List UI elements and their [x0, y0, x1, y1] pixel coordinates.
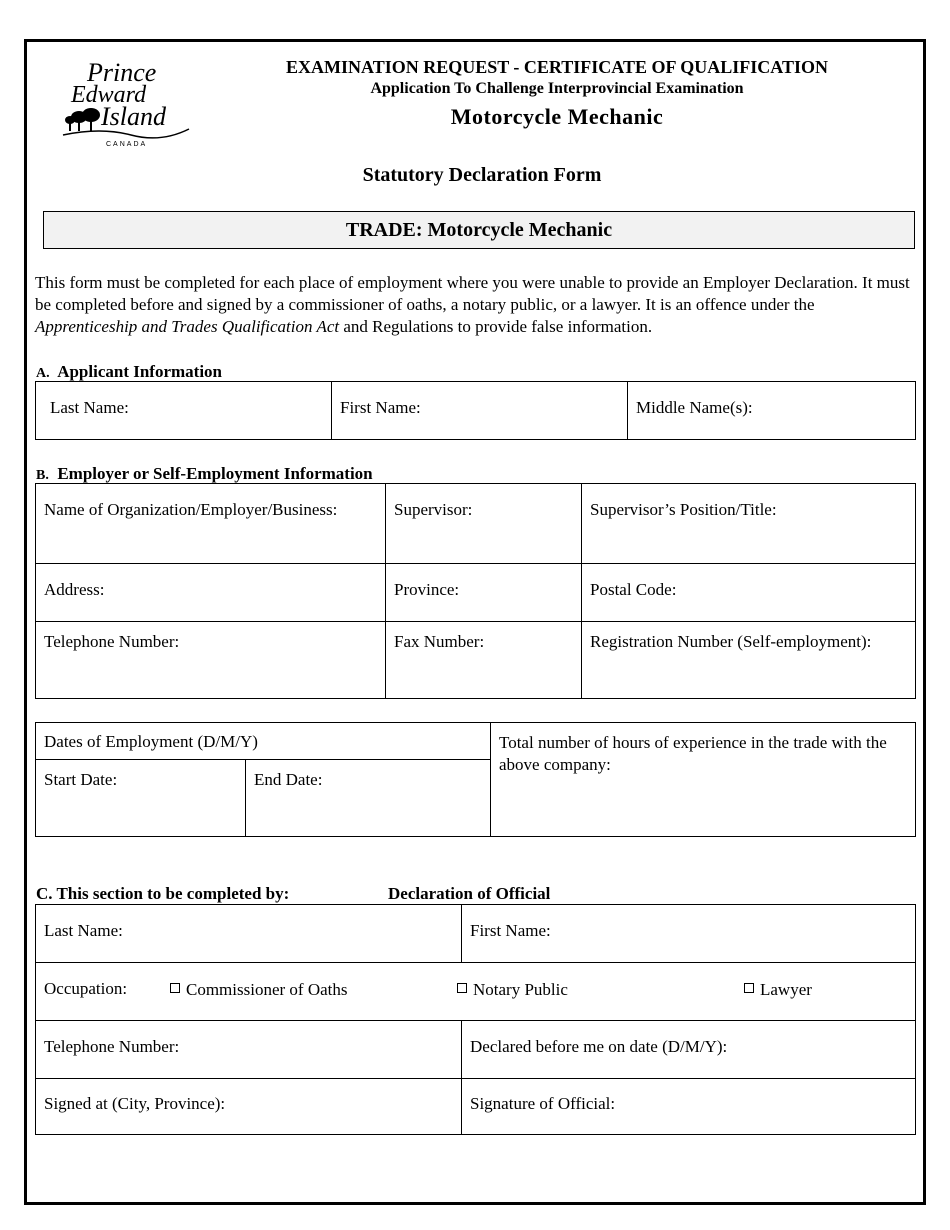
- official-first-name-label: First Name:: [470, 921, 551, 940]
- section-b-title: Employer or Self-Employment Information: [57, 464, 373, 483]
- logo-country: CANADA: [106, 141, 148, 148]
- official-first-name-field[interactable]: [462, 905, 916, 963]
- signature-label: Signature of Official:: [470, 1094, 616, 1113]
- occupation-label: Occupation:: [44, 979, 128, 998]
- section-a-heading: [36, 362, 222, 382]
- province-field[interactable]: [386, 564, 582, 622]
- fax-field[interactable]: [386, 622, 582, 699]
- address-field[interactable]: [36, 564, 386, 622]
- pei-logo: [61, 55, 191, 150]
- intro-paragraph: [35, 272, 920, 338]
- supervisor-label: Supervisor:: [394, 500, 473, 519]
- lawyer-label: Lawyer: [760, 980, 812, 999]
- official-last-name-field[interactable]: [36, 905, 462, 963]
- trade-heading: Motorcycle Mechanic: [450, 104, 664, 129]
- organization-field[interactable]: [36, 484, 386, 564]
- form-subtitle: Application To Challenge Interprovincial Examination: [370, 80, 744, 97]
- logo-line1: Prince: [87, 58, 157, 87]
- official-telephone-field[interactable]: [36, 1021, 462, 1079]
- form-page: [24, 39, 926, 1205]
- official-last-name-label: Last Name:: [44, 921, 123, 940]
- notary-option[interactable]: [457, 980, 568, 1000]
- occupation-row: [36, 963, 916, 1021]
- trade-banner: TRADE: Motorcycle Mechanic: [43, 211, 915, 249]
- dates-heading-label: Dates of Employment (D/M/Y): [44, 732, 258, 751]
- supervisor-field[interactable]: [386, 484, 582, 564]
- first-name-label: First Name:: [340, 398, 421, 417]
- notary-label: Notary Public: [473, 980, 568, 999]
- lawyer-option[interactable]: [744, 980, 812, 1000]
- signed-at-label: Signed at (City, Province):: [44, 1094, 226, 1113]
- last-name-label: Last Name:: [50, 398, 129, 417]
- hours-field[interactable]: [491, 723, 916, 837]
- end-date-field[interactable]: [246, 760, 491, 837]
- section-a-title: Applicant Information: [57, 362, 223, 381]
- employer-table: [35, 483, 916, 699]
- logo-line2: Edward: [71, 82, 147, 108]
- section-a-letter: A.: [36, 366, 50, 381]
- middle-name-label: Middle Name(s):: [636, 398, 753, 417]
- registration-field[interactable]: [582, 622, 916, 699]
- checkbox-icon[interactable]: [170, 983, 180, 993]
- declaration-heading: Declaration of Official: [388, 884, 551, 903]
- postal-code-label: Postal Code:: [590, 580, 677, 599]
- address-label: Address:: [44, 580, 105, 599]
- act-name: Apprenticeship and Trades Qualification Act: [35, 317, 340, 336]
- intro-text-2: and Regulations to provide false information.: [339, 317, 653, 336]
- registration-label: Registration Number (Self-employment):: [590, 632, 872, 651]
- intro-text-1: This form must be completed for each place of employment where you were unable to provide an Employer Declaration. It must be completed before and signed by a commissioner of oaths, a notary public, or a lawyer. It is an offence under the: [35, 273, 910, 314]
- signature-field[interactable]: [462, 1079, 916, 1135]
- start-date-field[interactable]: [36, 760, 246, 837]
- supervisor-title-label: Supervisor’s Position/Title:: [590, 500, 777, 519]
- commissioner-option[interactable]: [170, 980, 348, 1000]
- employment-dates-table: [35, 722, 916, 837]
- dates-heading: [36, 723, 491, 760]
- fax-label: Fax Number:: [394, 632, 485, 651]
- province-label: Province:: [394, 580, 460, 599]
- applicant-table: [35, 381, 916, 440]
- section-b-letter: B.: [36, 468, 49, 483]
- official-telephone-label: Telephone Number:: [44, 1037, 180, 1056]
- telephone-field[interactable]: [36, 622, 386, 699]
- declared-date-label: Declared before me on date (D/M/Y):: [470, 1037, 728, 1056]
- telephone-label: Telephone Number:: [44, 632, 180, 651]
- first-name-field[interactable]: [332, 382, 628, 440]
- official-table: [35, 904, 916, 1135]
- checkbox-icon[interactable]: [744, 983, 754, 993]
- logo-line3: Island: [101, 102, 166, 131]
- last-name-field[interactable]: [36, 382, 332, 440]
- organization-label: Name of Organization/Employer/Business:: [44, 500, 338, 519]
- signed-at-field[interactable]: [36, 1079, 462, 1135]
- tree-icon: [65, 108, 100, 131]
- commissioner-label: Commissioner of Oaths: [186, 980, 348, 999]
- end-date-label: End Date:: [254, 770, 323, 789]
- form-name: Statutory Declaration Form: [362, 164, 602, 186]
- section-b-heading: [36, 464, 373, 484]
- supervisor-title-field[interactable]: [582, 484, 916, 564]
- middle-name-field[interactable]: [628, 382, 916, 440]
- start-date-label: Start Date:: [44, 770, 118, 789]
- form-title: EXAMINATION REQUEST - CERTIFICATE OF QUALIFICATION: [286, 57, 828, 77]
- postal-code-field[interactable]: [582, 564, 916, 622]
- checkbox-icon[interactable]: [457, 983, 467, 993]
- hours-label: Total number of hours of experience in the trade with the above company:: [499, 733, 887, 774]
- declared-date-field[interactable]: [462, 1021, 916, 1079]
- section-c-title: C. This section to be completed by:: [36, 884, 290, 903]
